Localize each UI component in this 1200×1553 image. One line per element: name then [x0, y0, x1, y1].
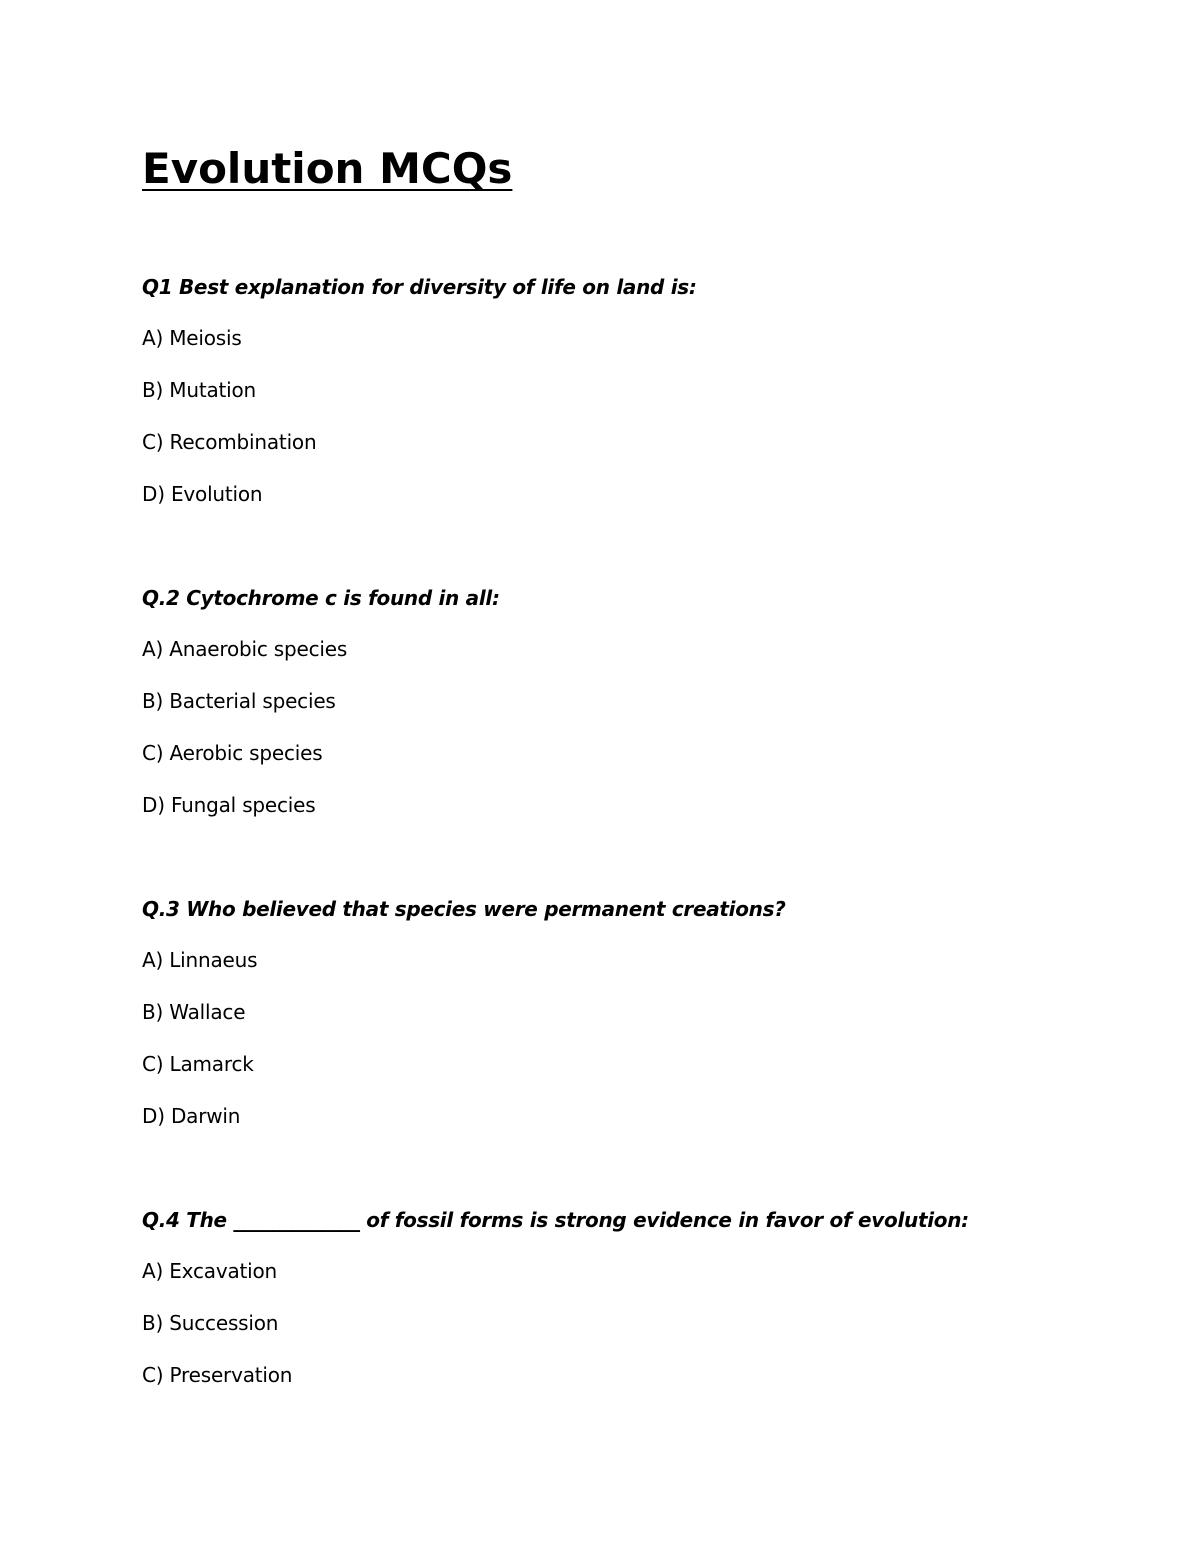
option-a: A) Meiosis: [142, 326, 242, 350]
option-b: B) Succession: [142, 1311, 279, 1335]
option-b: B) Bacterial species: [142, 689, 336, 713]
page-title: Evolution MCQs: [142, 144, 513, 193]
option-b: B) Mutation: [142, 378, 257, 402]
question-block-3: [142, 896, 786, 1129]
question-text: Q.3 Who believed that species were permanent creations?: [142, 897, 786, 921]
option-d: D) Evolution: [142, 482, 263, 506]
question-text: Q1 Best explanation for diversity of life on land is:: [142, 275, 697, 299]
question-text: Q.2 Cytochrome c is found in all:: [142, 586, 500, 610]
document-page: [142, 140, 1102, 1387]
option-c: C) Preservation: [142, 1363, 293, 1387]
option-a: A) Excavation: [142, 1259, 278, 1283]
option-a: A) Anaerobic species: [142, 637, 348, 661]
question-block-1: [142, 274, 697, 507]
option-a: A) Linnaeus: [142, 948, 258, 972]
option-c: C) Recombination: [142, 430, 317, 454]
question-text: Q.4 The _____________ of fossil forms is strong evidence in favor of evolution:: [142, 1208, 969, 1232]
option-c: C) Lamarck: [142, 1052, 254, 1076]
question-block-4: [142, 1207, 969, 1388]
option-c: C) Aerobic species: [142, 741, 323, 765]
option-b: B) Wallace: [142, 1000, 246, 1024]
question-block-2: [142, 585, 500, 818]
option-d: D) Fungal species: [142, 793, 316, 817]
option-d: D) Darwin: [142, 1104, 241, 1128]
